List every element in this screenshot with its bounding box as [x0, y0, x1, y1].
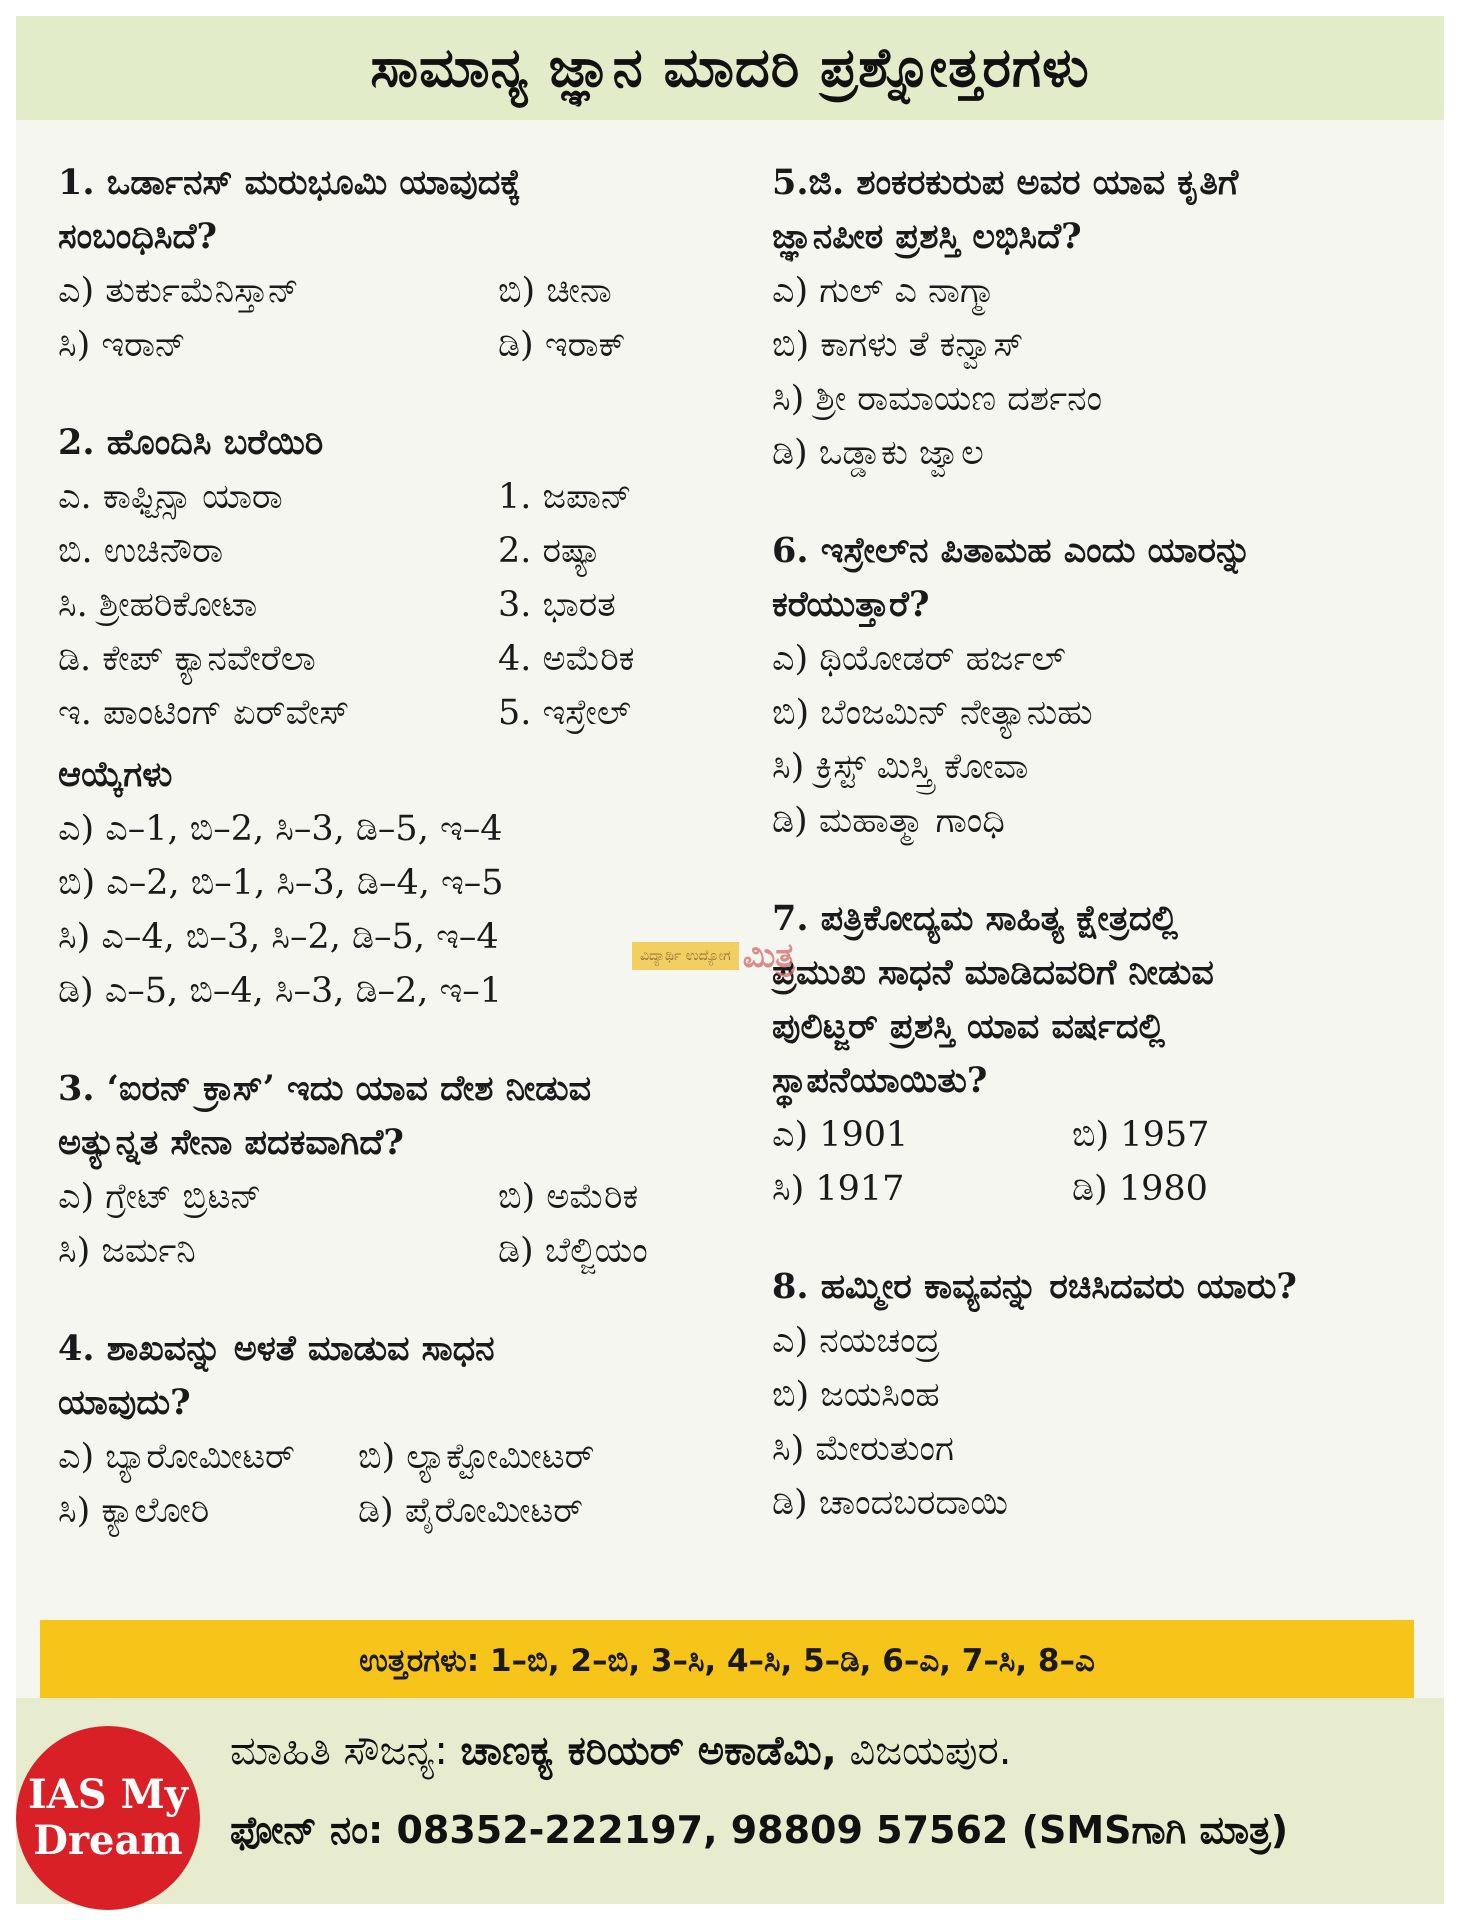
option-c: ಸಿ) ಕ್ರಿಸ್ಟ್ ಮಿಸ್ತ್ರಿ ಕೋವಾ [772, 747, 1029, 787]
option-d: ಡಿ) 1980 [1072, 1169, 1208, 1209]
left-column [58, 156, 718, 1582]
option-c: ಸಿ) ಕ್ಯಾಲೋರಿ [58, 1491, 210, 1531]
option-row [58, 1224, 718, 1278]
option-b: ಬಿ) ಅಮೆರಿಕ [498, 1177, 639, 1217]
option-c: ಸಿ) ಜರ್ಮನಿ [58, 1231, 196, 1271]
match-row [58, 470, 718, 524]
option-a: ಎ) ತುರ್ಕುಮೆನಿಸ್ತಾನ್ [58, 271, 299, 311]
choices-label: ಆಯ್ಕೆಗಳು [58, 754, 173, 795]
option-a: ಎ) ಗ್ರೇಟ್ ಬ್ರಿಟನ್ [58, 1177, 262, 1217]
question-title-line2: ಜ್ಞಾನಪೀಠ ಪ್ರಶಸ್ತಿ ಲಭಿಸಿದೆ? [772, 216, 1082, 257]
answers-text: ಉತ್ತರಗಳು: 1–ಬಿ, 2–ಬಿ, 3–ಸಿ, 4–ಸಿ, 5–ಡಿ, 6–ಎ, 7–ಸಿ, 8–ಎ [359, 1642, 1095, 1679]
question-title-line3: ಪುಲಿಟ್ಜರ್ ಪ್ರಶಸ್ತಿ ಯಾವ ವರ್ಷದಲ್ಲಿ [772, 1006, 1165, 1047]
option-a: ಎ) ಥಿಯೋಡರ್ ಹರ್ಜಲ್ [772, 639, 1066, 679]
option-b: ಬಿ) ಕಾಗಳು ತೆ ಕನ್ವಾಸ್ [772, 325, 1024, 365]
credit-city: ವಿಜಯಪುರ. [849, 1728, 1012, 1774]
option-b: ಬಿ) 1957 [1072, 1115, 1210, 1155]
option-b: ಬಿ) ಲ್ಯಾಕ್ಟೋಮೀಟರ್ [358, 1437, 595, 1477]
question-title: 8. ಹಮ್ಮೀರ ಕಾವ್ಯವನ್ನು ರಚಿಸಿದವರು ಯಾರು? [772, 1266, 1297, 1307]
match-right-item: 3. ಭಾರತ [498, 585, 616, 625]
phone-label: ಫೋನ್ ನಂ: [230, 1808, 384, 1852]
match-row [58, 632, 718, 686]
match-left-item: ಡಿ. ಕೇಪ್ ಕ್ಯಾನವೇರೆಲಾ [58, 639, 316, 679]
right-column [772, 156, 1412, 1574]
question-title: 6. ಇಸ್ರೇಲ್‌ನ ಪಿತಾಮಹ ಎಂದು ಯಾರನ್ನು [772, 530, 1252, 571]
option-row [58, 1170, 718, 1224]
question-title: 5.ಜಿ. ಶಂಕರಕುರುಪ ಅವರ ಯಾವ ಕೃತಿಗೆ [772, 162, 1239, 203]
question-7 [772, 892, 1412, 1216]
question-title: 4. ಶಾಖವನ್ನು ಅಳತೆ ಮಾಡುವ ಸಾಧನ [58, 1328, 495, 1369]
option-a: ಎ) 1901 [772, 1115, 909, 1155]
sms-note: (SMSಗಾಗಿ ಮಾತ್ರ) [1021, 1808, 1289, 1852]
option-c: ಸಿ) ಮೇರುತುಂಗ [772, 1429, 954, 1469]
question-title: 2. ಹೊಂದಿಸಿ ಬರೆಯಿರಿ [58, 422, 324, 463]
phone-line [230, 1808, 1288, 1853]
question-3 [58, 1062, 718, 1278]
match-right-item: 2. ರಷ್ಯಾ [498, 531, 603, 571]
choice-b: ಬಿ) ಎ–2, ಬಿ–1, ಸಿ–3, ಡಿ–4, ಇ–5 [58, 863, 504, 903]
option-a: ಎ) ಗುಲ್ ಎ ನಾಗ್ಮಾ [772, 271, 996, 311]
choice-d: ಡಿ) ಎ–5, ಬಿ–4, ಸಿ–3, ಡಿ–2, ಇ–1 [58, 971, 503, 1011]
question-title-line2: ಸಂಬಂಧಿಸಿದೆ? [58, 216, 218, 257]
question-title: 1. ಒರ್ಡಾನಸ್ ಮರುಭೂಮಿ ಯಾವುದಕ್ಕೆ [58, 162, 521, 203]
match-row [58, 578, 718, 632]
option-d: ಡಿ) ಒಡ್ಡಾಕು ಜ್ವಾಲ [772, 433, 984, 473]
match-right-item: 1. ಜಪಾನ್ [498, 477, 632, 517]
option-c: ಸಿ) ಇರಾನ್ [58, 325, 186, 365]
watermark-text: ಮಿತ್ರ [742, 936, 795, 976]
option-d: ಡಿ) ಪೈರೋಮೀಟರ್ [358, 1491, 584, 1531]
ias-my-dream-logo [16, 1726, 200, 1910]
option-b: ಬಿ) ಚೀನಾ [498, 271, 612, 311]
question-title: 3. ‘ಐರನ್ ಕ್ರಾಸ್’ ಇದು ಯಾವ ದೇಶ ನೀಡುವ [58, 1068, 592, 1109]
match-left-item: ಇ. ಪಾಂಟಿಂಗ್ ಏರ್‌ವೇಸ್ [58, 693, 350, 733]
match-row [58, 686, 718, 740]
question-title-line2: ಕರೆಯುತ್ತಾರೆ? [772, 584, 930, 625]
page [16, 16, 1444, 1904]
option-b: ಬಿ) ಜಯಸಿಂಹ [772, 1375, 940, 1415]
choice-a: ಎ) ಎ–1, ಬಿ–2, ಸಿ–3, ಡಿ–5, ಇ–4 [58, 809, 503, 849]
option-row [772, 1162, 1412, 1216]
match-right-item: 4. ಅಮೆರಿಕ [498, 639, 635, 679]
choice-c: ಸಿ) ಎ–4, ಬಿ–3, ಸಿ–2, ಡಿ–5, ಇ–4 [58, 917, 499, 957]
question-6 [772, 524, 1412, 848]
page-title: ಸಾಮಾನ್ಯ ಜ್ಞಾನ ಮಾದರಿ ಪ್ರಶ್ನೋತ್ತರಗಳು [370, 36, 1090, 99]
option-a: ಎ) ನಯಚಂದ್ರ [772, 1321, 940, 1361]
credit-line [230, 1728, 1011, 1774]
question-8 [772, 1260, 1412, 1530]
option-c: ಸಿ) 1917 [772, 1169, 905, 1209]
watermark-box: ವಿದ್ಯಾರ್ಥಿ ಉದ್ಯೋಗ [632, 942, 739, 970]
question-2 [58, 416, 718, 1018]
question-5 [772, 156, 1412, 480]
question-1 [58, 156, 718, 372]
phone-numbers: 08352-222197, 98809 57562 [396, 1808, 1009, 1852]
match-right-item: 5. ಇಸ್ರೇಲ್ [498, 693, 631, 733]
option-c: ಸಿ) ಶ್ರೀ ರಾಮಾಯಣ ದರ್ಶನಂ [772, 379, 1103, 419]
option-d: ಡಿ) ಮಹಾತ್ಮಾ ಗಾಂಧಿ [772, 801, 1005, 841]
option-a: ಎ) ಬ್ಯಾರೋಮೀಟರ್ [58, 1437, 295, 1477]
option-d: ಡಿ) ಬೆಲ್ಜಿಯಂ [498, 1231, 648, 1271]
option-row [58, 1430, 718, 1484]
match-left-item: ಎ. ಕಾಫ್ಟಿನ್ಸಾ ಯಾರಾ [58, 477, 283, 517]
credit-label: ಮಾಹಿತಿ ಸೌಜನ್ಯ: [230, 1728, 448, 1774]
option-row [58, 264, 718, 318]
question-title: 7. ಪತ್ರಿಕೋದ್ಯಮ ಸಾಹಿತ್ಯ ಕ್ಷೇತ್ರದಲ್ಲಿ [772, 898, 1178, 939]
title-banner [16, 16, 1444, 120]
option-d: ಡಿ) ಚಾಂದಬರದಾಯಿ [772, 1483, 1008, 1523]
match-left-item: ಸಿ. ಶ್ರೀಹರಿಕೋಟಾ [58, 585, 258, 625]
footer [16, 1698, 1444, 1904]
option-b: ಬಿ) ಬೆಂಜಮಿನ್ ನೇತ್ಯಾನುಹು [772, 693, 1093, 733]
logo-line1: IAS My [27, 1771, 189, 1818]
question-title-line2: ಪ್ರಮುಖ ಸಾಧನೆ ಮಾಡಿದವರಿಗೆ ನೀಡುವ [772, 952, 1214, 993]
option-d: ಡಿ) ಇರಾಕ್ [498, 325, 626, 365]
question-title-line2: ಯಾವುದು? [58, 1382, 191, 1423]
question-4 [58, 1322, 718, 1538]
answers-bar [40, 1620, 1414, 1702]
match-row [58, 524, 718, 578]
option-row [58, 1484, 718, 1538]
question-title-line4: ಸ್ಥಾಪನೆಯಾಯಿತು? [772, 1060, 988, 1101]
option-row [58, 318, 718, 372]
match-left-item: ಬಿ. ಉಚಿನೌರಾ [58, 531, 224, 571]
option-row [772, 1108, 1412, 1162]
credit-name: ಚಾಣಕ್ಯ ಕರಿಯರ್ ಅಕಾಡೆಮಿ, [460, 1728, 837, 1774]
logo-line2: Dream [33, 1817, 183, 1864]
question-title-line2: ಅತ್ಯುನ್ನತ ಸೇನಾ ಪದಕವಾಗಿದೆ? [58, 1122, 404, 1163]
